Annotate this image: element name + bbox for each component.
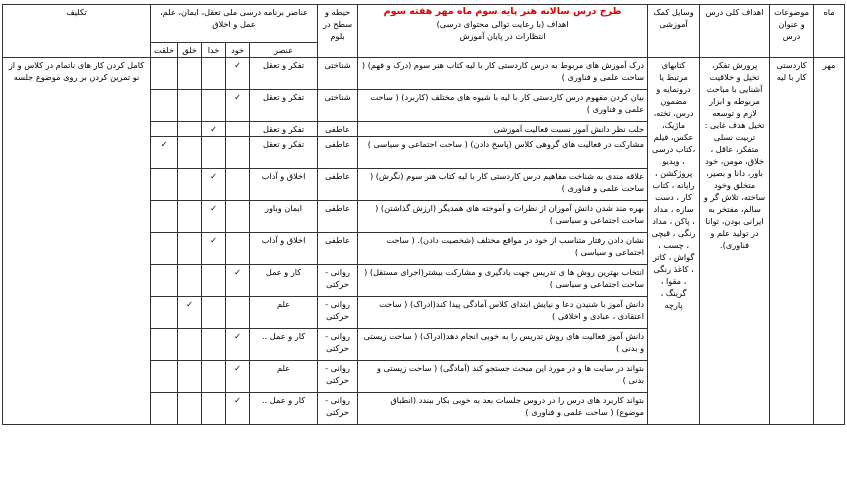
check-icon: ✓ xyxy=(210,124,217,134)
domain-cell: روانی - حرکتی xyxy=(318,329,358,361)
check-god-cell xyxy=(202,265,226,297)
check-self-cell xyxy=(226,137,250,169)
check-god-cell xyxy=(202,329,226,361)
domain-cell: عاطفی xyxy=(318,201,358,233)
check-nature-cell xyxy=(151,297,178,329)
plan-title-cell xyxy=(358,5,648,58)
check-icon: ✓ xyxy=(160,139,168,149)
check-nature-cell xyxy=(151,58,178,90)
check-icon: ✓ xyxy=(234,60,241,70)
element-cell: تفکر و تعقل xyxy=(250,122,318,137)
check-creation-cell xyxy=(178,233,202,265)
check-creation-cell xyxy=(178,329,202,361)
check-self-cell xyxy=(226,201,250,233)
domain-cell: روانی - حرکتی xyxy=(318,361,358,393)
check-nature-cell xyxy=(151,265,178,297)
plan-title: طرح درس سالانه هنر پایه سوم ماه مهر هفته سوم xyxy=(383,6,622,17)
check-self-cell xyxy=(226,361,250,393)
goal-text: بیان کردن مفهوم درس کاردستی کار با لیه با شیوه های مختلف (کاربرد) ( ساحت علمی و فناوری ) xyxy=(358,90,648,122)
goal-row xyxy=(3,58,845,90)
goal-text: درک آموزش های مربوط به درس کاردستی کار با لیه کتاب هنر سوم (درک و فهم) ( ساحت علمی و فناوری ) xyxy=(358,58,648,90)
check-creation-cell xyxy=(178,90,202,122)
domain-cell: عاطفی xyxy=(318,233,358,265)
plan-subtitle-expectations: انتظارات در پایان آموزش xyxy=(459,31,546,41)
check-icon: ✓ xyxy=(210,203,217,213)
goal-text: انتخاب بهترین روش ها ی تدریس جهت یادگیری و مشارکت بیشتر(اجرای مستقل) ( ساحت اجتماعی و سیاسی ) xyxy=(358,265,648,297)
check-creation-cell xyxy=(178,265,202,297)
check-icon: ✓ xyxy=(234,395,241,405)
check-creation-cell xyxy=(178,137,202,169)
domain-cell: عاطفی xyxy=(318,137,358,169)
elements-header: عناصر برنامه درسی ملی تعقل، ایمان، علم، عمل و اخلاق xyxy=(151,5,318,43)
topics-header: موضوعات و عنوان درس xyxy=(770,5,814,58)
check-nature-cell xyxy=(151,137,178,169)
check-god-cell xyxy=(202,233,226,265)
element-cell: کار و عمل .. xyxy=(250,329,318,361)
check-nature-cell xyxy=(151,393,178,425)
self-header: خود xyxy=(226,43,250,58)
check-icon: ✓ xyxy=(210,171,217,181)
check-self-cell xyxy=(226,393,250,425)
element-cell: علم xyxy=(250,297,318,329)
goal-text: بهره مند شدن دانش آموزان از نظرات و آموخته های همدیگر (ارزش گذاشتن) ( ساحت اجتماعی و سیاسی ) xyxy=(358,201,648,233)
element-cell: تفکر و تعقل xyxy=(250,58,318,90)
check-god-cell xyxy=(202,58,226,90)
check-creation-cell xyxy=(178,169,202,201)
goal-text: مشارکت در فعالیت های گروهی کلاس (پاسخ دادن) ( ساحت اجتماعی و سیاسی ) xyxy=(358,137,648,169)
plan-subtitle-goals: اهداف (با رعایت توالی محتوای درسی) xyxy=(436,19,569,29)
domain-cell: روانی - حرکتی xyxy=(318,265,358,297)
check-god-cell xyxy=(202,201,226,233)
check-creation-cell xyxy=(178,393,202,425)
homework-cell: کامل کردن کار های ناتمام در کلاس و از نو تمرین کردن بر روی موضوع جلسه xyxy=(3,58,151,425)
check-self-cell xyxy=(226,297,250,329)
tools-cell: کتابهای مرتبط یا درونمایه و مضمون درس، تخته، ماژیک، عکس، فیلم ،کتاب درسی ، ویدیو پروژکشن ، رایانه ، کتاب کار ، دست سازه ، مداد ، پاکن ، مداد رنگی ، قیچی ، چسب ، گواش ، کاتر ، کاغذ رنگی ، مقوا ، گرینگ ، پارچه xyxy=(648,58,700,425)
check-nature-cell xyxy=(151,90,178,122)
check-nature-cell xyxy=(151,361,178,393)
check-god-cell xyxy=(202,393,226,425)
goal-text: نشان دادن رفتار متناسب از خود در مواقع مختلف (شخصیت دادن). ( ساحت اجتماعی و سیاسی ) xyxy=(358,233,648,265)
domain-cell: شناختی xyxy=(318,58,358,90)
topic-cell: کاردستی کار با لیه xyxy=(770,58,814,425)
goal-text: جلب نظر دانش آموز نسبت فعالیت آموزشی xyxy=(358,122,648,137)
check-god-cell xyxy=(202,137,226,169)
check-god-cell xyxy=(202,361,226,393)
homework-header: تکلیف xyxy=(3,5,151,58)
lesson-plan-table xyxy=(2,4,845,425)
goal-text: بتواند در سایت ها و در مورد این مبحث جستجو کند (آمادگی) ( ساحت زیستی و بدنی ) xyxy=(358,361,648,393)
check-nature-cell xyxy=(151,329,178,361)
goal-text: دانش آموز فعالیت های روش تدریس را به خوبی انجام دهد(ادراک) ( ساحت زیستی و بدنی ) xyxy=(358,329,648,361)
check-self-cell xyxy=(226,90,250,122)
domain-cell: عاطفی xyxy=(318,122,358,137)
check-icon: ✓ xyxy=(186,299,193,309)
header-row xyxy=(3,5,845,43)
element-cell: کار و عمل .. xyxy=(250,393,318,425)
check-icon: ✓ xyxy=(234,267,241,277)
check-icon: ✓ xyxy=(210,235,217,245)
check-creation-cell xyxy=(178,361,202,393)
god-header: خدا xyxy=(202,43,226,58)
check-nature-cell xyxy=(151,233,178,265)
check-self-cell xyxy=(226,169,250,201)
check-self-cell xyxy=(226,58,250,90)
goals-header: اهداف کلی درس xyxy=(700,5,770,58)
check-nature-cell xyxy=(151,122,178,137)
month-header: ماه xyxy=(814,5,845,58)
check-god-cell xyxy=(202,90,226,122)
domain-cell: روانی - حرکتی xyxy=(318,297,358,329)
creation-header: خلق xyxy=(178,43,202,58)
check-self-cell xyxy=(226,122,250,137)
check-nature-cell xyxy=(151,169,178,201)
nature-header: خلقت xyxy=(151,43,178,58)
check-god-cell xyxy=(202,297,226,329)
check-nature-cell xyxy=(151,201,178,233)
check-creation-cell xyxy=(178,122,202,137)
check-god-cell xyxy=(202,169,226,201)
check-icon: ✓ xyxy=(234,331,241,341)
element-cell: اخلاق و آداب xyxy=(250,169,318,201)
check-self-cell xyxy=(226,265,250,297)
month-cell: مهر xyxy=(814,58,845,425)
goals-cell: پرورش تفکر، تخیل و خلاقیت آشنایی با مباحث مربوطه و ابزار لازم و توسعه تخیل هدف غایی : تربیت نسلی متفکر، عاقل ، خلاق، مومن، خود باور، دانا و بصیر، متخلق وخود ساخته، تلاش گر و سالم، مفتخر به ایرانی بودن، توانا در تولید علم و فناوری). xyxy=(700,58,770,425)
check-creation-cell xyxy=(178,58,202,90)
check-self-cell xyxy=(226,329,250,361)
check-self-cell xyxy=(226,233,250,265)
goal-text: علاقه مندی به شناخت مفاهیم درس کاردستی کار با لیه کتاب هنر سوم (نگرش) ( ساحت علمی و فناوری ) xyxy=(358,169,648,201)
element-cell: ایمان وباور xyxy=(250,201,318,233)
element-cell: تفکر و تعقل xyxy=(250,137,318,169)
check-icon: ✓ xyxy=(234,92,241,102)
element-cell: اخلاق و آداب xyxy=(250,233,318,265)
check-creation-cell xyxy=(178,297,202,329)
domain-header: حیطه و سطح در بلوم xyxy=(318,5,358,58)
goal-text: بتواند کاربرد های درس را در دروس جلسات بعد به خوبی بکار ببندد (انطباق موضوع) ( ساحت علمی و فناوری ) xyxy=(358,393,648,425)
element-cell: کار و عمل xyxy=(250,265,318,297)
element-col-header: عنصر xyxy=(250,43,318,58)
check-icon: ✓ xyxy=(234,363,241,373)
check-creation-cell xyxy=(178,201,202,233)
tools-header: وسایل کمک آموزشی xyxy=(648,5,700,58)
element-cell: علم xyxy=(250,361,318,393)
domain-cell: شناختی xyxy=(318,90,358,122)
domain-cell: روانی - حرکتی xyxy=(318,393,358,425)
element-cell: تفکر و تعقل xyxy=(250,90,318,122)
check-god-cell xyxy=(202,122,226,137)
goal-text: دانش آموز با شنیدن دعا و نیایش ابتدای کلاس آمادگی پیدا کند(ادراک) ( ساحت اعتقادی ، عبادی و اخلاقی ) xyxy=(358,297,648,329)
domain-cell: عاطفی xyxy=(318,169,358,201)
